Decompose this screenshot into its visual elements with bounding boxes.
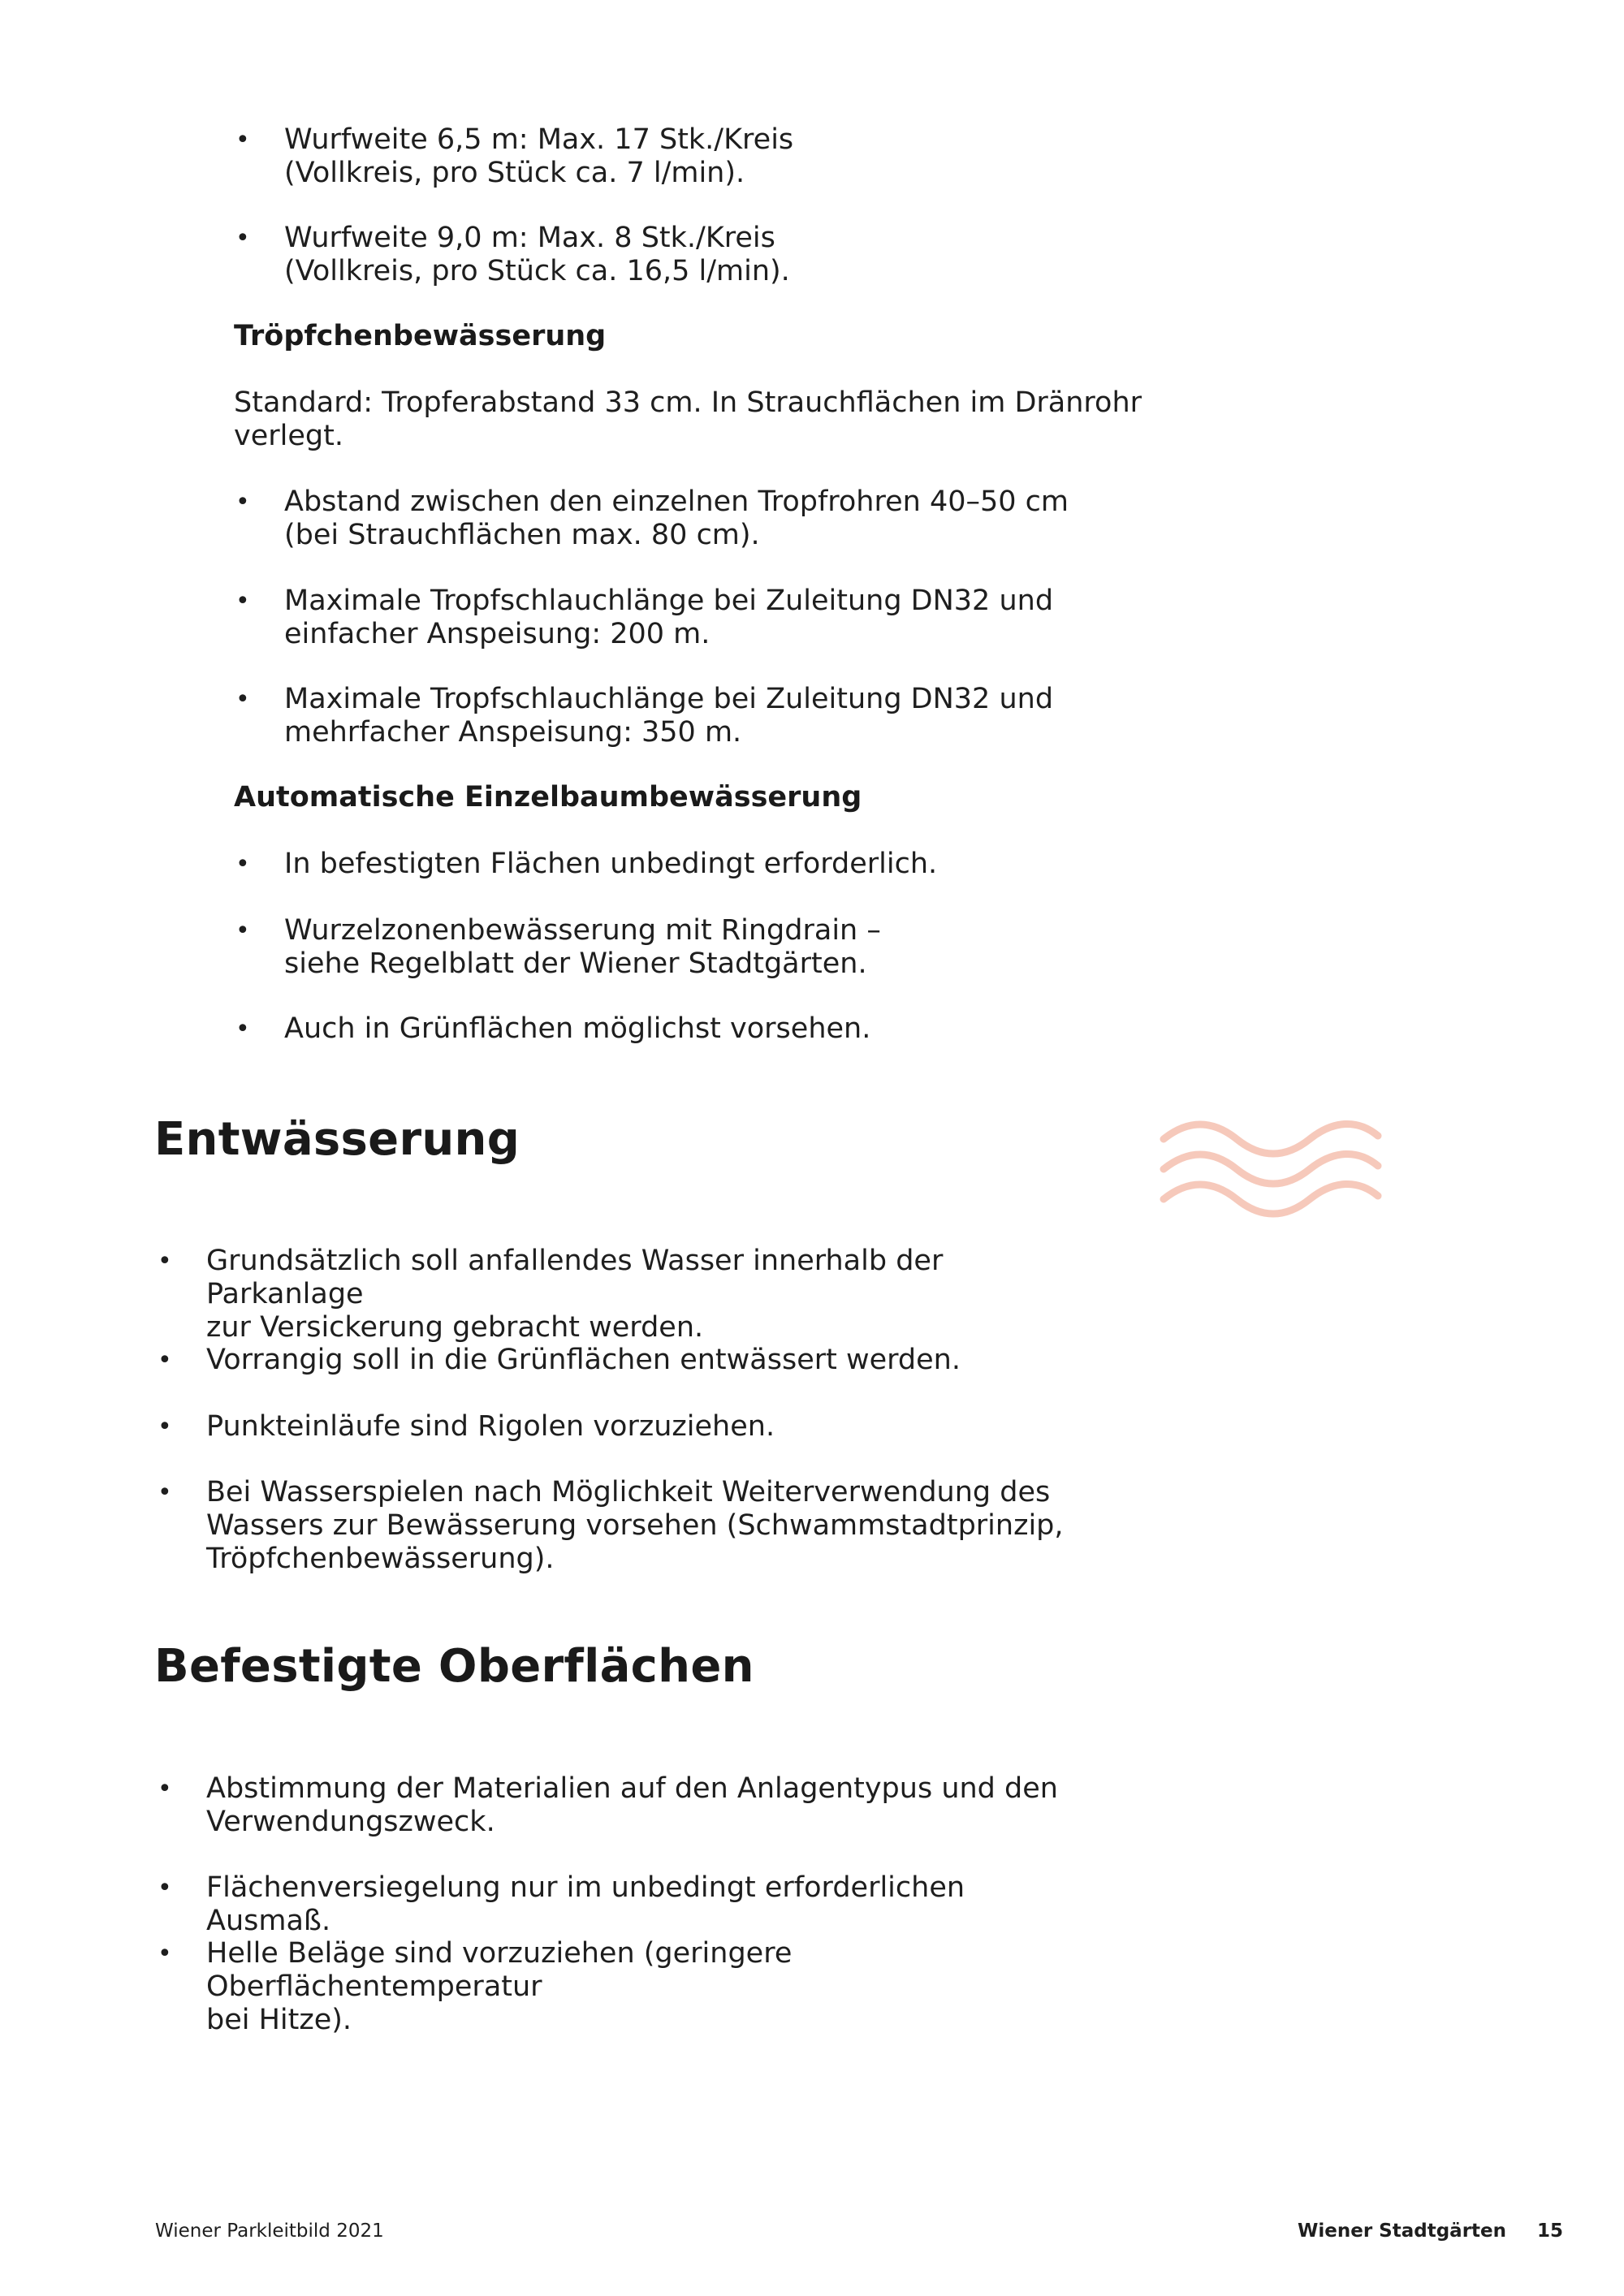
bullet-icon: • [235,488,250,516]
bullet-icon: • [235,126,250,154]
bullet-icon: • [158,1874,172,1902]
section-title-drainage: Entwässerung [154,1113,520,1166]
bullet-icon: • [235,587,250,615]
bullet-icon: • [158,1413,172,1441]
subheading-tree: Automatische Einzelbaumbewässerung [234,781,862,814]
page-number: 15 [1537,2220,1564,2242]
section-title-surfaces: Befestigte Oberflächen [154,1640,754,1693]
footer-publication-title: Wiener Parkleitbild 2021 [155,2220,384,2242]
subheading-drip: Tröpfchenbewässerung [234,320,607,352]
bullet-icon: • [158,1346,172,1375]
bullet-icon: • [235,685,250,714]
bullet-icon: • [235,224,250,252]
bullet-icon: • [158,1247,172,1275]
bullet-icon: • [158,1940,172,1968]
paragraph-drip: Standard: Tropferabstand 33 cm. In Strauchflächen im Dränrohr verlegt. [234,386,1142,452]
bullet-icon: • [235,1015,250,1043]
waves-icon [1157,1116,1384,1222]
bullet-icon: • [158,1775,172,1803]
wave-line [1164,1184,1378,1214]
wave-line [1164,1154,1378,1184]
wave-line [1164,1124,1378,1154]
bullet-icon: • [158,1478,172,1507]
footer-organization: Wiener Stadtgärten [1298,2220,1507,2242]
bullet-icon: • [235,850,250,878]
bullet-icon: • [235,917,250,945]
